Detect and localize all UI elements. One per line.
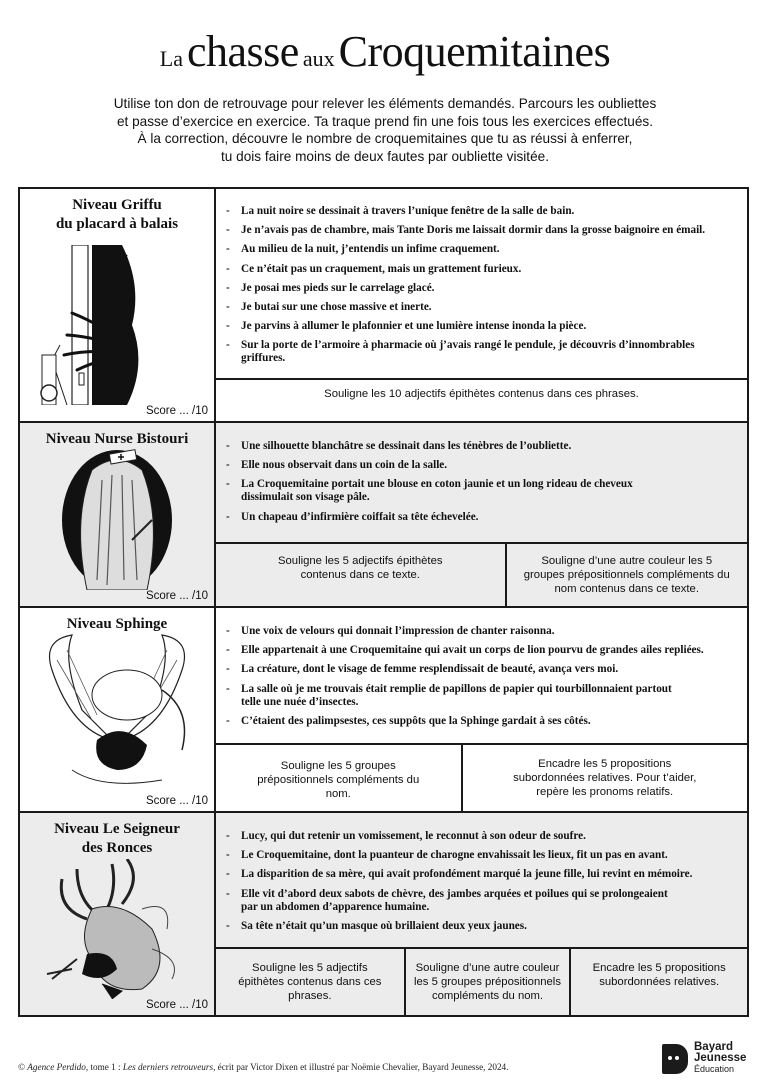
level-section [20,189,747,423]
sentence-item: - Je posai mes pieds sur le carrelage glacé. [224,282,737,295]
sentence-item: - Au milieu de la nuit, j’entendis un infime craquement. [224,243,737,256]
level-header-cell [20,189,216,421]
sentence-item: - Sur la porte de l’armoire à pharmacie où j’avais rangé le pendule, je découvris d’innombrables griffures. [224,339,737,365]
exercise-instruction: Souligne les 5 adjectifs épithètes contenus dans ce texte. [277,555,443,581]
copyright-footer [18,1062,508,1072]
copyright-icon: © [18,1062,25,1072]
sentence-item: - Elle vit d’abord deux sabots de chèvre, des jambes arquées et poilues qui se prolongeaient par un abdomen d’apparence humaine. [224,888,737,914]
level-title-line: Niveau Nurse Bistouri [45,431,189,447]
exercise-instruction: Encadre les 5 propositions subordonnées relatives. [569,949,747,1015]
score-field: Score ... /10 [145,590,208,602]
sentence-list [216,608,747,743]
sentence-item: - Ce n’était pas un craquement, mais un grattement furieux. [224,263,737,276]
sentence-item: - Je n’avais pas de chambre, mais Tante Doris me laissait dormir dans la grosse baignoire en émail. [224,224,737,237]
sentence-item: - Une voix de velours qui donnait l’impression de chanter raisonna. [224,625,737,638]
level-section [20,608,747,813]
logo-line-2: Jeunesse [694,1052,747,1064]
series-title: Agence Perdido [27,1062,86,1072]
instructions-line: Utilise ton don de retrouvage pour relever les éléments demandés. Parcours les oubliettes [113,96,657,111]
title-word-croquemitaines: Croquemitaines [338,27,611,76]
sentence-item: - Sa tête n’était qu’un masque où brillaient deux yeux jaunes. [224,920,737,933]
sphinx-illustration [32,630,202,795]
score-field: Score ... /10 [145,999,208,1011]
sentence-list [216,813,747,947]
instructions-line: À la correction, découvre le nombre de croquemitaines que tu as réussi à enferrer, [137,131,633,146]
sentence-item: - La créature, dont le visage de femme resplendissait de beauté, avança vers moi. [224,663,737,676]
sentence-item: - Lucy, qui dut retenir un vomissement, le reconnut à son odeur de soufre. [224,830,737,843]
hand-through-door-illustration [32,245,202,405]
instructions-line: et passe d’exercice en exercice. Ta traque prend fin une fois tous les exercices effectués. [117,113,653,129]
logo-line-1: Bayard [694,1041,733,1053]
level-content [216,423,747,606]
credits-text: , écrit par Victor Dixen et illustré par Noëmie Chevalier, Bayard Jeunesse, 2024. [213,1062,509,1072]
level-content [216,189,747,421]
book-title: Les derniers retrouveurs [122,1062,214,1072]
score-field: Score ... /10 [145,405,208,417]
sentence-list [216,423,747,542]
level-section [20,423,747,608]
exercise-instruction: Souligne les 10 adjectifs épithètes contenus dans ces phrases. [324,387,639,400]
sentence-item: - La nuit noire se dessinait à travers l’unique fenêtre de la salle de bain. [224,205,737,218]
score-field: Score ... /10 [145,795,208,807]
sentence-list [216,189,747,378]
exercise-row [216,378,747,422]
exercise-row [216,947,747,1015]
level-title-line: Niveau Griffu [72,197,162,213]
exercise-instruction: Souligne les 5 groupes prépositionnels compléments du nom. [257,760,420,800]
exercise-instruction: Souligne d’une autre couleur les 5 groupes prépositionnels compléments du nom contenus dans ce texte. [505,544,748,606]
sentence-item: - Je butai sur une chose massive et inerte. [224,301,737,314]
level-title-line: Niveau Sphinge [66,616,168,632]
sentence-item: - La Croquemitaine portait une blouse en coton jaunie et un long rideau de cheveux dissimulait son visage pâle. [224,478,737,504]
level-title [20,196,214,234]
level-header-cell [20,608,216,811]
sentence-item: - La disparition de sa mère, qui avait profondément marqué la jeune fille, lui revint en mémoire. [224,868,737,881]
bayard-logo-icon [662,1044,688,1074]
exercise-row [216,743,747,811]
level-header-cell [20,423,216,606]
sentence-item: - C’étaient des palimpsestes, ces suppôts que la Sphinge gardait à ses côtés. [224,715,737,728]
sentence-item: - Un chapeau d’infirmière coiffait sa tête échevelée. [224,511,737,524]
logo-line-3: Éducation [694,1064,735,1074]
sentence-item: - Le Croquemitaine, dont la puanteur de charogne envahissait les lieux, fit un pas en avant. [224,849,737,862]
level-title-line: du placard à balais [55,216,179,232]
level-title-line: Niveau Le Seigneur [54,821,180,837]
level-content [216,608,747,811]
exercise-instruction: Souligne d’une autre couleur les 5 groupes prépositionnels compléments du nom. [404,949,570,1015]
page-title [0,27,770,76]
exercise-instruction: Encadre les 5 propositions subordonnées relatives. Pour t’aider, repère les pronoms relatifs. [461,745,748,811]
instructions-line: tu dois faire moins de deux fautes par oubliette visitée. [221,148,549,164]
title-word-la: La [159,46,183,71]
exercise-instruction: Souligne les 5 adjectifs épithètes contenus dans ces phrases. [238,962,382,1002]
level-title [20,820,214,858]
bayard-jeunesse-logo [662,1041,762,1083]
sentence-item: - Une silhouette blanchâtre se dessinait dans les ténèbres de l’oubliette. [224,440,737,453]
level-title-line: des Ronces [81,840,153,856]
thorn-lord-illustration [32,859,202,999]
instructions [60,95,710,165]
level-content [216,813,747,1015]
title-word-aux: aux [302,46,335,71]
exercise-table [18,187,749,1017]
sentence-item: - Je parvins à allumer le plafonnier et une lumière intense inonda la pièce. [224,320,737,333]
volume-text: , tome 1 : [85,1062,123,1072]
title-word-chasse: chasse [186,27,299,76]
nurse-illustration [32,440,202,590]
level-section [20,813,747,1015]
sentence-item: - La salle où je me trouvais était remplie de papillons de papier qui tourbillonnaient partout telle une nuée d’insectes. [224,683,737,709]
exercise-row [216,542,747,606]
sentence-item: - Elle nous observait dans un coin de la salle. [224,459,737,472]
sentence-item: - Elle appartenait à une Croquemitaine qui avait un corps de lion pourvu de grandes ailes repliées. [224,644,737,657]
level-header-cell [20,813,216,1015]
